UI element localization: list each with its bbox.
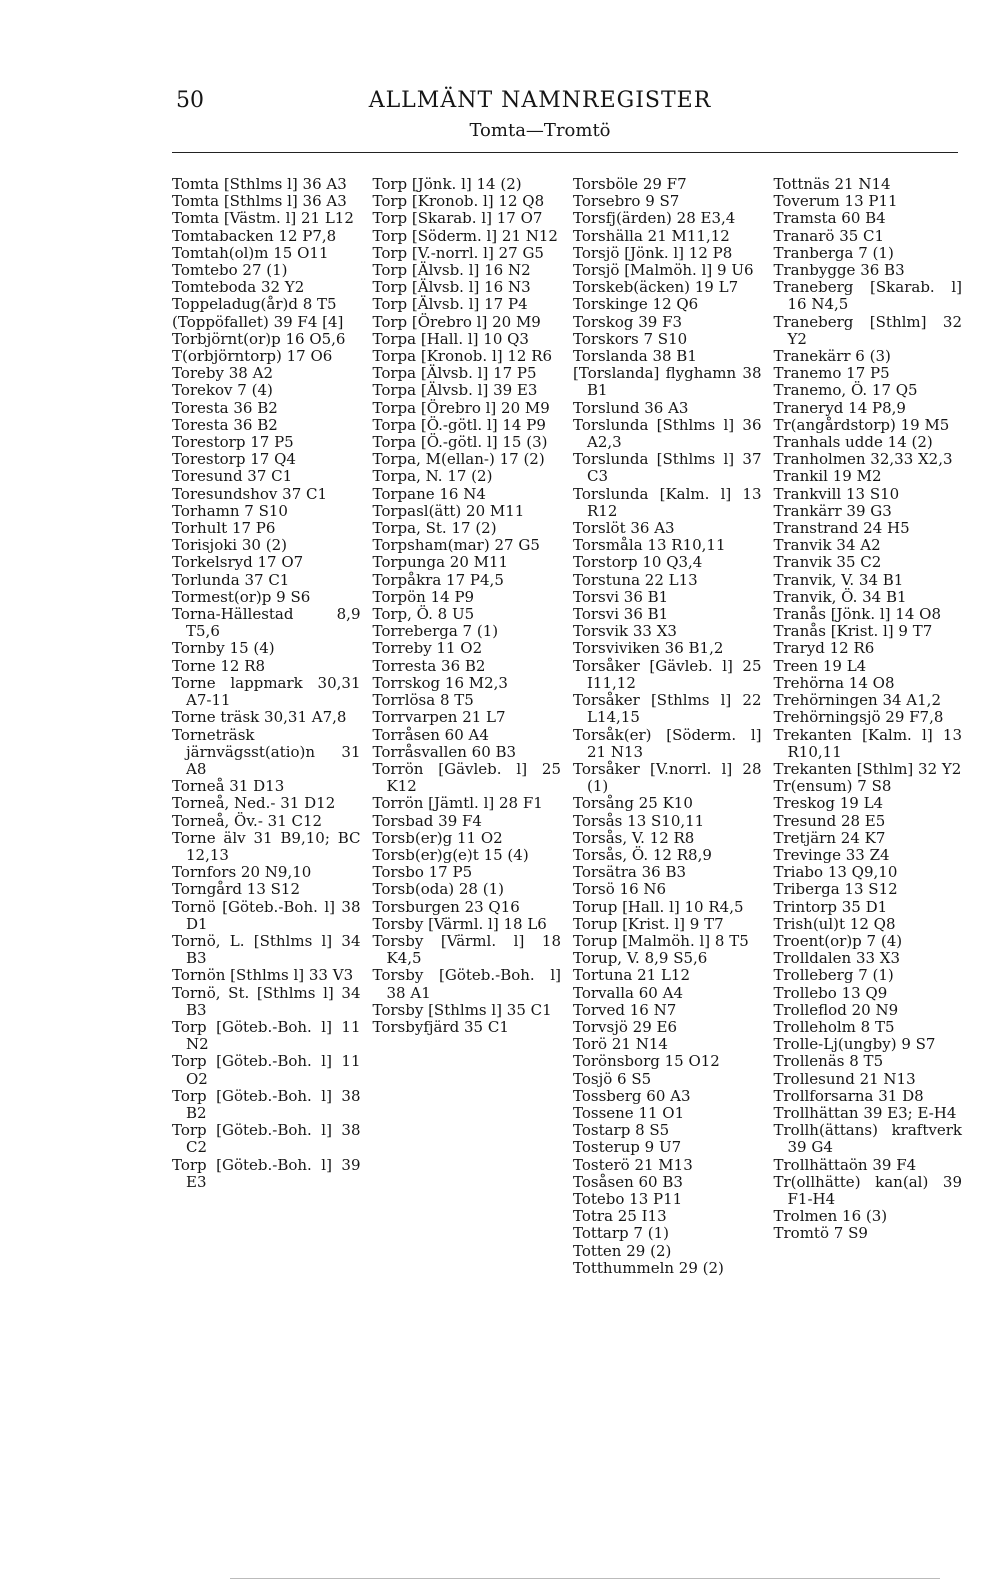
index-entry: Trolldalen 33 X3	[773, 949, 901, 968]
index-entry: Trollhättan 39 E3; E-H4	[773, 1103, 957, 1122]
index-entry: Torsö 16 N6	[573, 880, 667, 899]
index-entry: Toverum 13 P11	[773, 192, 898, 211]
index-entry: Trollenäs 8 T5	[773, 1052, 884, 1071]
index-entry: Torreby 11 O2	[372, 639, 483, 658]
index-entry: Tostarp 8 S5	[573, 1121, 670, 1140]
index-entry: Torstorp 10 Q3,4	[573, 553, 703, 572]
index-entry: Torsviviken 36 B1,2	[573, 639, 724, 658]
index-entry: Tossene 11 O1	[573, 1103, 685, 1122]
index-entry: Trollforsarna 31 D8	[773, 1086, 924, 1105]
index-entry: Torsvi 36 B1	[573, 587, 669, 606]
index-entry: Treskog 19 L4	[773, 794, 884, 813]
index-entry: Torna-Hällestad 8,9 T5,6	[172, 605, 361, 641]
index-entry: Torslanda 38 B1	[573, 347, 697, 366]
index-entry: Torrön [Gävleb. l] 25 K12	[372, 759, 561, 796]
index-entry: Tr(ensum) 7 S8	[773, 777, 892, 796]
index-entry: Torp [Skarab. l] 17 O7	[372, 209, 543, 228]
index-entry: Torsby [Sthlms l] 35 C1	[372, 1000, 552, 1019]
index-entry: Torsbad 39 F4	[372, 811, 482, 830]
index-entry: Tramsta 60 B4	[773, 209, 886, 228]
index-entry: Trintorp 35 D1	[773, 897, 888, 916]
index-entry: Tosterup 9 U7	[573, 1138, 682, 1157]
index-entry: Tranvik, V. 34 B1	[773, 570, 904, 589]
index-entry: Trankil 19 M2	[773, 467, 882, 486]
index-entry: Tranås [Jönk. l] 14 O8	[773, 605, 941, 624]
index-entry: Torp [Örebro l] 20 M9	[372, 312, 541, 331]
index-entry: Traneberg [Skarab. l] 16 N4,5	[773, 278, 962, 314]
index-entry: Torsjö [Malmöh. l] 9 U6	[573, 261, 754, 280]
index-entry: Torpunga 20 M11	[372, 553, 509, 572]
index-entry: Torshälla 21 M11,12	[573, 226, 730, 245]
index-entry: Torslunda [Sthlms l] 36 A2,3	[573, 415, 762, 452]
page-number: 50	[176, 88, 204, 113]
index-entry: Torp [Söderm. l] 21 N12	[372, 226, 558, 245]
index-entry: Torsby [Göteb.-Boh. l] 38 A1	[372, 966, 561, 1002]
index-entry: Tranås [Krist. l] 9 T7	[773, 622, 933, 641]
index-entry: Torneå, Ned.- 31 D12	[172, 794, 336, 813]
index-entry: Torp [Älvsb. l] 16 N2	[372, 261, 531, 280]
index-entry: Troent(or)p 7 (4)	[773, 931, 903, 950]
index-entry: Tomtabacken 12 P7,8	[172, 226, 337, 245]
running-title: ALLMÄNT NAMNREGISTER	[368, 88, 712, 113]
index-entry: Torisjoki 30 (2)	[172, 536, 287, 555]
index-entry: Torpa [Älvsb. l] 17 P5	[372, 364, 537, 383]
index-entry: Torpa [Ö.-götl. l] 14 P9	[372, 415, 546, 434]
index-entry: Torsb(er)g 11 O2	[372, 828, 503, 847]
index-entry: Tranhals udde 14 (2)	[773, 433, 933, 452]
index-entry: Torråsvallen 60 B3	[372, 742, 517, 761]
index-entry: Tomtah(ol)m 15 O11	[172, 243, 329, 262]
index-entry: Torne träsk 30,31 A7,8	[172, 708, 347, 727]
index-entry: Torpa, N. 17 (2)	[372, 467, 493, 486]
index-entry: Torup, V. 8,9 S5,6	[573, 949, 708, 968]
index-entry: Traneryd 14 P8,9	[773, 398, 906, 417]
index-entry: Torpa [Ö.-götl. l] 15 (3)	[372, 433, 548, 452]
index-entry: Tomta [Sthlms l] 36 A3	[172, 192, 347, 211]
index-entry: Torsfj(ärden) 28 E3,4	[573, 209, 736, 228]
index-entry: Tomta [Sthlms l] 36 A3	[172, 175, 347, 193]
index-column-3	[573, 176, 762, 1277]
index-entry: Totebo 13 P11	[573, 1189, 683, 1208]
index-entry: Torpa, M(ellan-) 17 (2)	[372, 450, 545, 469]
index-entry: Torsebro 9 S7	[573, 192, 680, 211]
index-column-4	[774, 176, 963, 1277]
index-entry: Torup [Malmöh. l] 8 T5	[573, 931, 749, 950]
index-entry: Trolle-Lj(ungby) 9 S7	[773, 1035, 936, 1054]
index-entry: Torsb(er)g(e)t 15 (4)	[372, 845, 529, 864]
index-entry: Tossberg 60 A3	[573, 1086, 691, 1105]
index-entry: Torneå, Öv.- 31 C12	[172, 811, 323, 830]
index-entry: Tosterö 21 M13	[573, 1155, 693, 1174]
index-entry: Torpane 16 N4	[372, 484, 486, 503]
index-entry: Torsbo 17 P5	[372, 863, 473, 882]
index-entry: Torsby [Värml. l] 18 K4,5	[372, 931, 561, 968]
index-entry: Trolleberg 7 (1)	[773, 966, 894, 985]
index-entry: Tottarp 7 (1)	[573, 1224, 669, 1243]
index-entry: Tranemo 17 P5	[773, 364, 890, 383]
index-entry: Torp [Jönk. l] 14 (2)	[372, 175, 522, 193]
index-entry: Torsvi 36 B1	[573, 605, 669, 624]
index-entry: Torup [Krist. l] 9 T7	[573, 914, 724, 933]
index-entry: Toresundshov 37 C1	[172, 484, 328, 503]
index-entry: Tornö, St. [Sthlms l] 34 B3	[172, 983, 361, 1019]
index-entry: Tortuna 21 L12	[573, 966, 691, 985]
index-entry: Torp [Älvsb. l] 17 P4	[372, 295, 528, 314]
index-entry: Torsätra 36 B3	[573, 863, 687, 882]
index-entry: Torpön 14 P9	[372, 587, 475, 606]
index-entry: Torp [Göteb.-Boh. l] 11 O2	[172, 1052, 361, 1088]
index-entry: Torsjö [Jönk. l] 12 P8	[573, 243, 733, 262]
index-entry: Torhult 17 P6	[172, 519, 276, 538]
index-entry: Trevinge 33 Z4	[773, 845, 890, 864]
index-entry: Torhamn 7 S10	[172, 501, 288, 520]
index-entry: Tornö, L. [Sthlms l] 34 B3	[172, 931, 361, 968]
index-entry: Torp [Göteb.-Boh. l] 38 C2	[172, 1121, 361, 1157]
index-entry: Tomtebo 27 (1)	[172, 261, 288, 280]
index-entry: Trolleholm 8 T5	[773, 1017, 895, 1036]
index-entry: Torråsen 60 A4	[372, 725, 489, 744]
index-entry: Torsmåla 13 R10,11	[573, 536, 726, 555]
index-entry: Trekanten [Sthlm] 32 Y2	[773, 759, 962, 778]
index-entry: Traryd 12 R6	[773, 639, 875, 658]
index-entry: Torstuna 22 L13	[573, 570, 698, 589]
index-entry: Tromtö 7 S9	[773, 1224, 868, 1243]
index-entry: Torpa [Hall. l] 10 Q3	[372, 329, 529, 348]
index-entry: Trehörna 14 O8	[773, 673, 895, 692]
index-entry: Torsås 13 S10,11	[573, 811, 705, 830]
index-entry: Trekanten [Kalm. l] 13 R10,11	[773, 725, 962, 761]
index-entry: Torsåker [V.norrl. l] 28 (1)	[573, 759, 762, 796]
index-entry: Torsås, Ö. 12 R8,9	[573, 845, 712, 864]
index-entry: Trollesund 21 N13	[773, 1069, 916, 1088]
index-entry: Torsång 25 K10	[573, 794, 693, 813]
index-entry: Torp [Kronob. l] 12 Q8	[372, 192, 545, 211]
index-entry: Torpa [Örebro l] 20 M9	[372, 398, 550, 417]
index-column-1	[172, 176, 361, 1277]
index-entry: Tornön [Sthlms l] 33 V3	[172, 966, 354, 985]
index-entry: Trollh(ättans) kraftverk 39 G4	[773, 1121, 962, 1157]
index-entry: Torp [Älvsb. l] 16 N3	[372, 278, 531, 297]
index-entry: Tr(ollhätte) kan(al) 39 F1-H4	[773, 1172, 962, 1208]
index-entry: Torsby [Värml. l] 18 L6	[372, 914, 547, 933]
index-entry: Toresta 36 B2	[172, 398, 278, 417]
index-entry: Tranholmen 32,33 X2,3	[773, 450, 953, 469]
index-entry: Tranemo, Ö. 17 Q5	[773, 381, 918, 400]
index-entry: Torne älv 31 B9,10; BC 12,13	[172, 828, 361, 864]
index-entry: Traneberg [Sthlm] 32 Y2	[773, 312, 962, 348]
index-entry: Torrvarpen 21 L7	[372, 708, 506, 727]
index-entry: Transtrand 24 H5	[773, 519, 910, 538]
index-entry: Torskeb(äcken) 19 L7	[573, 278, 739, 297]
index-entry: Torne lappmark 30,31 A7-11	[172, 673, 361, 710]
index-entry: Toreby 38 A2	[172, 364, 273, 383]
index-entry: Triberga 13 S12	[773, 880, 898, 899]
running-subtitle: Tomta—Tromtö	[469, 120, 611, 141]
index-entry: Tranbygge 36 B3	[773, 261, 905, 280]
index-entry: Torslund 36 A3	[573, 398, 689, 417]
index-entry: Torskog 39 F3	[573, 312, 683, 331]
index-entry: Trish(ul)t 12 Q8	[773, 914, 896, 933]
index-entry: Torestorp 17 Q4	[172, 450, 296, 469]
index-entry: Tottnäs 21 N14	[773, 175, 891, 193]
index-entry: Tretjärn 24 K7	[773, 828, 886, 847]
index-entry: Tomta [Västm. l] 21 L12	[172, 209, 354, 228]
index-entry: Torö 21 N14	[573, 1035, 668, 1054]
index-entry: Trolmen 16 (3)	[773, 1207, 888, 1226]
index-entry: Tornö [Göteb.-Boh. l] 38 D1	[172, 897, 361, 933]
index-entry: Treen 19 L4	[773, 656, 867, 675]
index-entry: Torp [V.-norrl. l] 27 G5	[372, 243, 544, 262]
index-entry: Torvalla 60 A4	[573, 983, 683, 1002]
index-entry: Torpa [Älvsb. l] 39 E3	[372, 381, 538, 400]
index-entry: Torneå 31 D13	[172, 777, 285, 796]
index-entry: Torpa [Kronob. l] 12 R6	[372, 347, 553, 366]
index-entry: Tranvik, Ö. 34 B1	[773, 587, 907, 606]
index-entry: Tranekärr 6 (3)	[773, 347, 891, 366]
index-entry: Tr(angårdstorp) 19 M5	[773, 415, 950, 434]
index-entry: Torestorp 17 P5	[172, 433, 294, 452]
index-entry: (Toppöfallet) 39 F4 [4]	[172, 312, 344, 331]
index-entry: Trollebo 13 Q9	[773, 983, 888, 1002]
index-entry: Trolleflod 20 N9	[773, 1000, 899, 1019]
index-entry: Trollhättaön 39 F4	[773, 1155, 917, 1174]
index-entry: Torngård 13 S12	[172, 880, 301, 899]
index-entry: Torrlösa 8 T5	[372, 691, 474, 710]
index-entry: T(orbjörntorp) 17 O6	[172, 347, 333, 366]
index-entry: Torsås, V. 12 R8	[573, 828, 695, 847]
index-entry: Trehörningen 34 A1,2	[773, 691, 941, 710]
index-entry: Torup [Hall. l] 10 R4,5	[573, 897, 744, 916]
index-entry: Toresund 37 C1	[172, 467, 293, 486]
index-entry: Torsåker [Gävleb. l] 25 I11,12	[573, 656, 762, 692]
index-entry: Toppeladug(år)d 8 T5	[172, 295, 337, 314]
index-entry: Torskors 7 S10	[573, 329, 688, 348]
index-entry: Torreberga 7 (1)	[372, 622, 499, 641]
index-entry: Torbjörnt(or)p 16 O5,6	[172, 329, 346, 348]
index-entry: Totra 25 I13	[573, 1207, 667, 1226]
index-entry: Torp [Göteb.-Boh. l] 11 N2	[172, 1017, 361, 1054]
index-entry: Torlunda 37 C1	[172, 570, 290, 589]
index-entry: Tormest(or)p 9 S6	[172, 587, 311, 606]
index-entry: Torpasl(ätt) 20 M11	[372, 501, 525, 520]
index-entry: Torrskog 16 M2,3	[372, 673, 508, 692]
index-entry: Triabo 13 Q9,10	[773, 863, 898, 882]
index-entry: [Torslanda] flyghamn 38 B1	[573, 364, 762, 400]
index-entry: Torekov 7 (4)	[172, 381, 273, 400]
index-entry: Torsbyfjärd 35 C1	[372, 1017, 509, 1036]
index-entry: Torslöt 36 A3	[573, 519, 675, 538]
index-entry: Tornby 15 (4)	[172, 639, 275, 658]
index-entry: Torne 12 R8	[172, 656, 266, 675]
index-entry: Torpåkra 17 P4,5	[372, 570, 504, 589]
index-entry: Torsburgen 23 Q16	[372, 897, 520, 916]
index-entry: Torvsjö 29 E6	[573, 1017, 678, 1036]
index-entry: Totten 29 (2)	[573, 1241, 672, 1260]
index-entry: Tranarö 35 C1	[773, 226, 885, 245]
index-entry: Torpsham(mar) 27 G5	[372, 536, 540, 555]
index-columns	[172, 176, 962, 1277]
index-entry: Torkelsryd 17 O7	[172, 553, 304, 572]
index-column-2	[373, 176, 562, 1277]
index-entry: Torp, Ö. 8 U5	[372, 605, 475, 624]
index-entry: Tornfors 20 N9,10	[172, 863, 312, 882]
index-entry: Torneträsk järnvägsst(atio)n 31 A8	[172, 725, 361, 778]
index-entry: Tranvik 34 A2	[773, 536, 881, 555]
index-entry: Torresta 36 B2	[372, 656, 486, 675]
index-entry: Torsåker [Sthlms l] 22 L14,15	[573, 691, 762, 727]
index-entry: Torp [Göteb.-Boh. l] 39 E3	[172, 1155, 361, 1191]
index-entry: Tosjö 6 S5	[573, 1069, 652, 1088]
index-entry: Torsb(oda) 28 (1)	[372, 880, 504, 899]
index-entry: Torp [Göteb.-Boh. l] 38 B2	[172, 1086, 361, 1122]
index-entry: Torslunda [Kalm. l] 13 R12	[573, 484, 762, 520]
index-entry: Torsböle 29 F7	[573, 175, 687, 193]
index-entry: Torrön [Jämtl. l] 28 F1	[372, 794, 543, 813]
index-entry: Trankärr 39 G3	[773, 501, 892, 520]
index-entry: Toresta 36 B2	[172, 415, 278, 434]
index-entry: Tresund 28 E5	[773, 811, 886, 830]
index-entry: Trehörningsjö 29 F7,8	[773, 708, 944, 727]
footer-rule	[230, 1578, 940, 1579]
index-entry: Tosåsen 60 B3	[573, 1172, 683, 1191]
index-entry: Tranvik 35 C2	[773, 553, 882, 572]
header-rule	[172, 152, 958, 153]
index-entry: Tranberga 7 (1)	[773, 243, 894, 262]
index-entry: Torönsborg 15 O12	[573, 1052, 720, 1071]
index-entry: Trankvill 13 S10	[773, 484, 900, 503]
index-entry: Torsåk(er) [Söderm. l] 21 N13	[573, 725, 762, 761]
index-entry: Tomteboda 32 Y2	[172, 278, 305, 297]
index-entry: Torved 16 N7	[573, 1000, 677, 1019]
index-entry: Torskinge 12 Q6	[573, 295, 699, 314]
index-entry: Torsvik 33 X3	[573, 622, 677, 641]
index-entry: Totthummeln 29 (2)	[573, 1258, 724, 1277]
index-entry: Torslunda [Sthlms l] 37 C3	[573, 450, 762, 486]
index-entry: Torpa, St. 17 (2)	[372, 519, 497, 538]
